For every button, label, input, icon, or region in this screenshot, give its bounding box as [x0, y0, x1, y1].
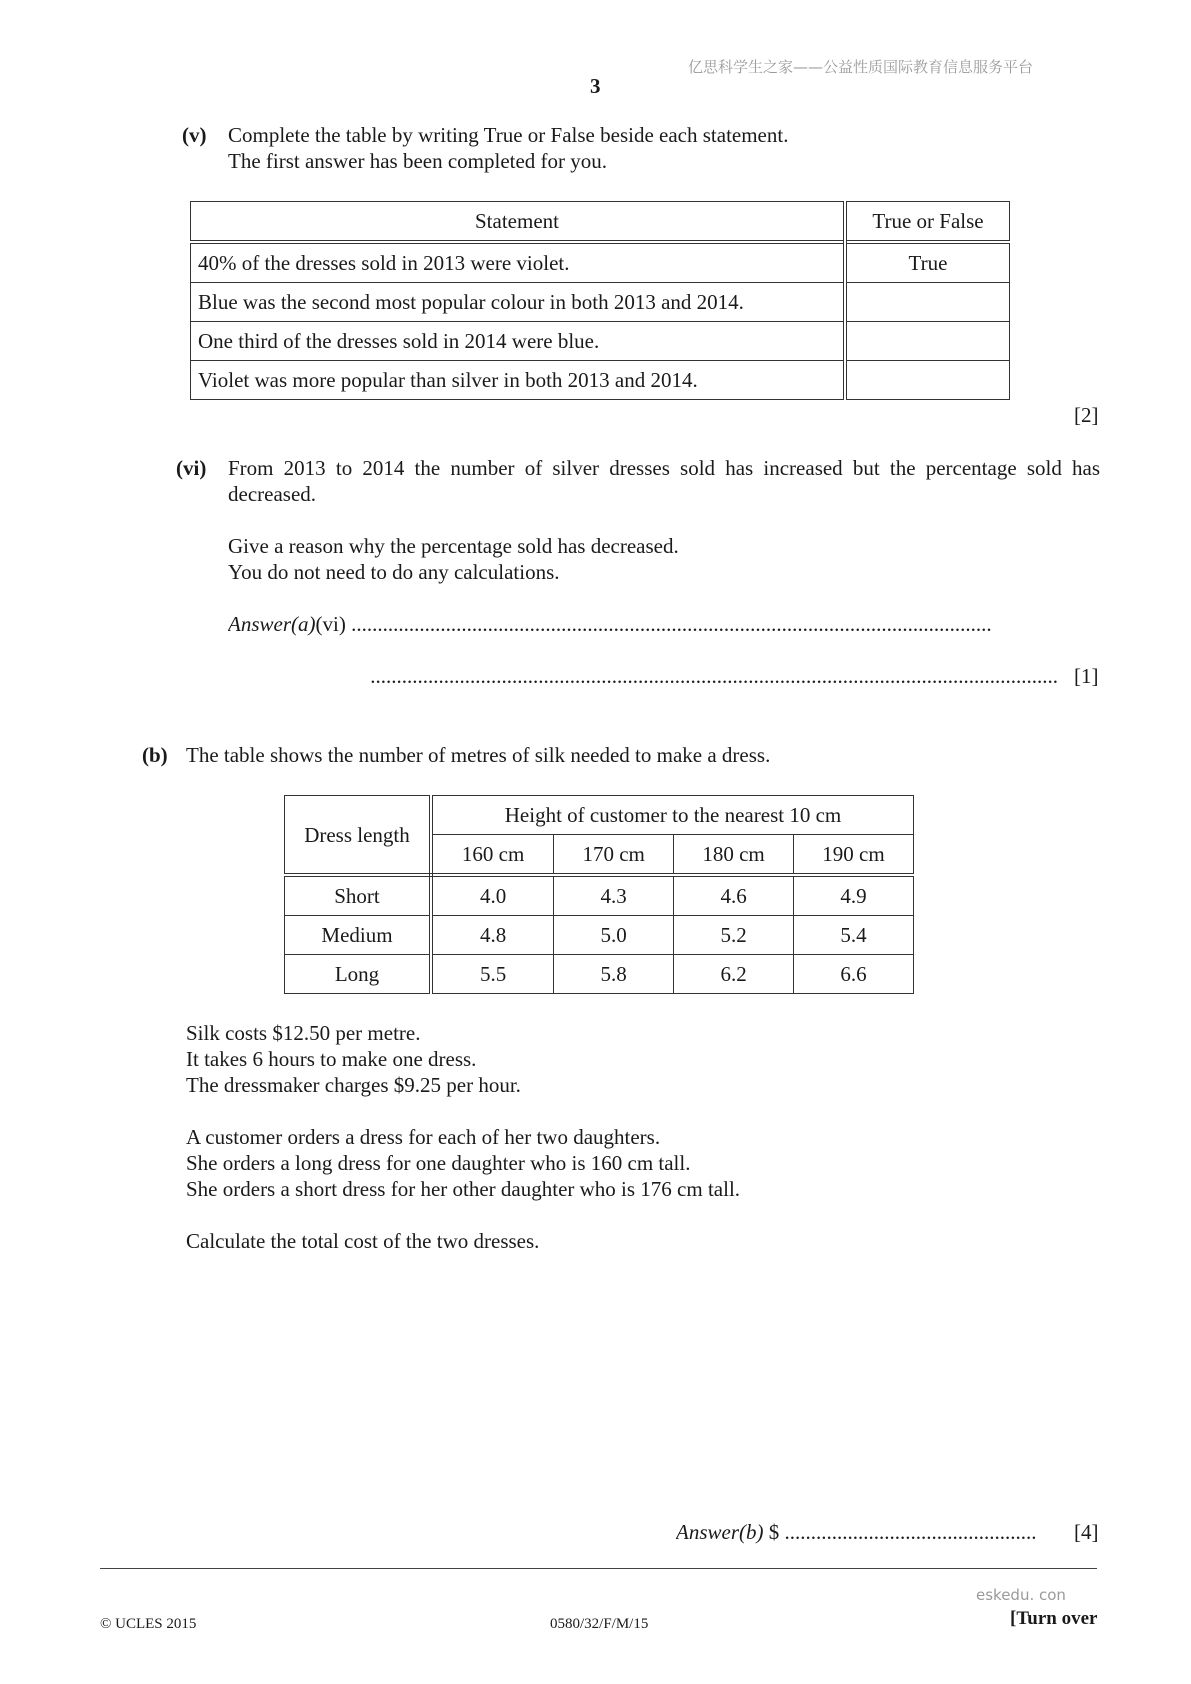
footer-divider [100, 1568, 1097, 1569]
part-b-line-5: She orders a long dress for one daughter who is 160 cm tall. [186, 1151, 691, 1175]
answer-cell[interactable] [845, 283, 1010, 322]
table-row [191, 361, 1010, 400]
part-b-line-4: A customer orders a dress for each of her two daughters. [186, 1125, 661, 1149]
dress-length-header: Dress length [285, 796, 432, 876]
statement-cell: Blue was the second most popular colour in both 2013 and 2014. [191, 283, 846, 322]
value-cell: 4.8 [431, 916, 554, 955]
length-cell: Long [285, 955, 432, 994]
footer-watermark: eskedu. con [976, 1586, 1066, 1604]
silk-table [284, 795, 914, 994]
part-v-instruction-1: Complete the table by writing True or False beside each statement. [228, 123, 789, 147]
part-b-marks: [4] [1074, 1520, 1099, 1544]
value-cell: 4.0 [431, 875, 554, 916]
page-number: 3 [590, 74, 601, 98]
header-watermark: 亿思科学生之家——公益性质国际教育信息服务平台 [688, 58, 1034, 76]
table-row [285, 916, 914, 955]
part-vi-text-2: decreased. [228, 482, 317, 506]
answer-dots: ................................................................................................................................... [370, 664, 1058, 688]
table-row [191, 242, 1010, 283]
height-header: 160 cm [431, 835, 554, 876]
value-cell: 4.9 [794, 875, 914, 916]
part-b-line-6: She orders a short dress for her other daughter who is 176 cm tall. [186, 1177, 741, 1201]
statement-cell: Violet was more popular than silver in both 2013 and 2014. [191, 361, 846, 400]
height-group-header: Height of customer to the nearest 10 cm [431, 796, 914, 835]
part-v-label: (v) [182, 123, 207, 147]
answer-dots: .......................................................................................................................... [351, 612, 992, 636]
value-cell: 4.6 [674, 875, 794, 916]
height-header: 190 cm [794, 835, 914, 876]
height-header: 170 cm [554, 835, 674, 876]
height-header: 180 cm [674, 835, 794, 876]
value-cell: 5.0 [554, 916, 674, 955]
part-b-label: (b) [142, 743, 168, 767]
answer-cell[interactable]: True [845, 242, 1010, 283]
length-cell: Medium [285, 916, 432, 955]
paper-code: 0580/32/F/M/15 [550, 1616, 649, 1632]
turn-over: [Turn over [1010, 1608, 1098, 1629]
answer-currency: $ [768, 1520, 780, 1544]
part-b-line-1: Silk costs $12.50 per metre. [186, 1021, 421, 1045]
copyright: © UCLES 2015 [100, 1616, 197, 1632]
answer-cell[interactable] [845, 361, 1010, 400]
answer-label-part: (vi) [315, 612, 346, 636]
answer-label: Answer(b) [676, 1520, 764, 1544]
answer-cell[interactable] [845, 322, 1010, 361]
part-vi-text-4: You do not need to do any calculations. [228, 560, 560, 584]
value-cell: 5.2 [674, 916, 794, 955]
part-v-marks: [2] [1074, 403, 1099, 427]
part-vi-text-3: Give a reason why the percentage sold has decreased. [228, 534, 679, 558]
col-tf-header: True or False [845, 202, 1010, 243]
part-b-answer-line[interactable] [676, 1519, 1060, 1545]
value-cell: 6.6 [794, 955, 914, 994]
answer-dots: ................................................ [784, 1520, 1037, 1544]
value-cell: 5.4 [794, 916, 914, 955]
value-cell: 6.2 [674, 955, 794, 994]
part-vi-answer-line-1[interactable] [228, 611, 1058, 637]
part-v-instruction-2: The first answer has been completed for you. [228, 149, 608, 173]
truth-table [190, 201, 1010, 400]
col-statement-header: Statement [191, 202, 846, 243]
part-vi-marks: [1] [1074, 664, 1099, 688]
table-row [285, 955, 914, 994]
statement-cell: One third of the dresses sold in 2014 were blue. [191, 322, 846, 361]
table-row [191, 322, 1010, 361]
part-vi-text-1: From 2013 to 2014 the number of silver dresses sold has increased but the percentage sold has [228, 456, 1100, 480]
part-b-intro: The table shows the number of metres of silk needed to make a dress. [186, 743, 771, 767]
value-cell: 4.3 [554, 875, 674, 916]
part-b-line-2: It takes 6 hours to make one dress. [186, 1047, 477, 1071]
part-b-line-3: The dressmaker charges $9.25 per hour. [186, 1073, 521, 1097]
value-cell: 5.5 [431, 955, 554, 994]
part-vi-answer-line-2[interactable] [232, 663, 1058, 689]
table-row [285, 875, 914, 916]
table-row [191, 283, 1010, 322]
value-cell: 5.8 [554, 955, 674, 994]
part-vi-label: (vi) [176, 456, 207, 480]
answer-label: Answer(a) [228, 612, 316, 636]
part-b-line-7: Calculate the total cost of the two dresses. [186, 1229, 540, 1253]
statement-cell: 40% of the dresses sold in 2013 were violet. [191, 242, 846, 283]
length-cell: Short [285, 875, 432, 916]
